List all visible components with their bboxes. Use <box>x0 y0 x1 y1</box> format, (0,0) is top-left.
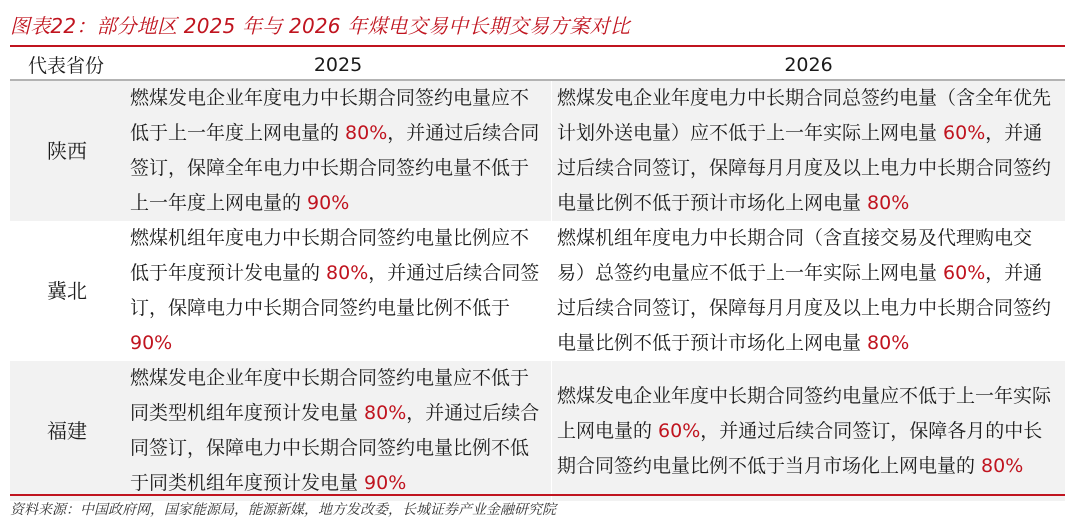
highlight-percent: 90% <box>307 192 350 214</box>
table-row <box>10 81 1065 221</box>
bottom-rule <box>10 494 1065 496</box>
cell-text: ，并通过后续合同签订，保障各月的中长期合同签约电量比例不低于当月市场化上网电量的 <box>557 419 1043 477</box>
cell-text: 燃煤发电企业年度中长期合同签约电量应不低于同类型机组年度预计发电量 <box>130 367 530 424</box>
table-row <box>10 361 1065 501</box>
cell-text: 燃煤机组年度电力中长期合同签约电量比例应不低于年度预计发电量的 <box>130 227 530 284</box>
cell-text: ，并通过后续合同签订，保障全年电力中长期合同签约电量不低于上一年度上网电量的 <box>130 122 540 214</box>
header-2026: 2026 <box>552 50 1065 81</box>
cell-text: ，并通过后续合同签订，保障每月月度及以上电力中长期合同签约电量比例不低于预计市场化上网电量 <box>557 262 1052 354</box>
cell-text: ，并通过后续合同签订，保障电力中长期合同签约电量比例不低于 <box>130 262 540 319</box>
figure-title: 图表22：部分地区 2025 年与 2026 年煤电交易中长期交易方案对比 <box>10 14 631 38</box>
highlight-percent: 80% <box>981 454 1024 477</box>
comparison-table <box>10 50 1065 501</box>
highlight-percent: 80% <box>867 192 910 214</box>
highlight-percent: 60% <box>943 122 986 144</box>
source-note: 资料来源：中国政府网，国家能源局，能源新媒，地方发改委，长城证券产业金融研究院 <box>10 502 556 518</box>
province-cell: 冀北 <box>10 221 124 361</box>
highlight-percent: 60% <box>658 419 701 442</box>
highlight-percent: 90% <box>130 332 173 354</box>
highlight-percent: 80% <box>364 402 407 424</box>
highlight-percent: 80% <box>867 332 910 354</box>
cell-2025 <box>124 361 552 501</box>
cell-text: 燃煤发电企业年度电力中长期合同总签约电量（含全年优先计划外送电量）应不低于上一年实际上网电量 <box>557 87 1052 144</box>
table-row <box>10 221 1065 361</box>
cell-2025 <box>124 81 552 221</box>
highlight-percent: 60% <box>943 262 986 284</box>
highlight-percent: 80% <box>326 262 369 284</box>
highlight-percent: 90% <box>364 472 407 494</box>
cell-2025 <box>124 221 552 361</box>
cell-text: 燃煤发电企业年度中长期合同签约电量应不低于上一年实际上网电量的 <box>557 384 1052 442</box>
comparison-table-container <box>10 50 1065 501</box>
table-header-row <box>10 50 1065 81</box>
cell-2026 <box>552 221 1065 361</box>
cell-text: 燃煤发电企业年度电力中长期合同签约电量应不低于上一年度上网电量的 <box>130 87 530 144</box>
cell-text: ，并通过后续合同签订，保障电力中长期合同签约电量比例不低于同类机组年度预计发电量 <box>130 402 540 494</box>
top-rule <box>10 45 1065 47</box>
cell-2026 <box>552 361 1065 501</box>
province-cell: 福建 <box>10 361 124 501</box>
header-2025: 2025 <box>124 50 552 81</box>
header-province: 代表省份 <box>10 50 124 81</box>
province-cell: 陕西 <box>10 81 124 221</box>
cell-text: ，并通过后续合同签订，保障每月月度及以上电力中长期合同签约电量比例不低于预计市场化上网电量 <box>557 122 1052 214</box>
cell-2026 <box>552 81 1065 221</box>
highlight-percent: 80% <box>345 122 388 144</box>
cell-text: 燃煤机组年度电力中长期合同（含直接交易及代理购电交易）总签约电量应不低于上一年实际上网电量 <box>557 227 1033 284</box>
